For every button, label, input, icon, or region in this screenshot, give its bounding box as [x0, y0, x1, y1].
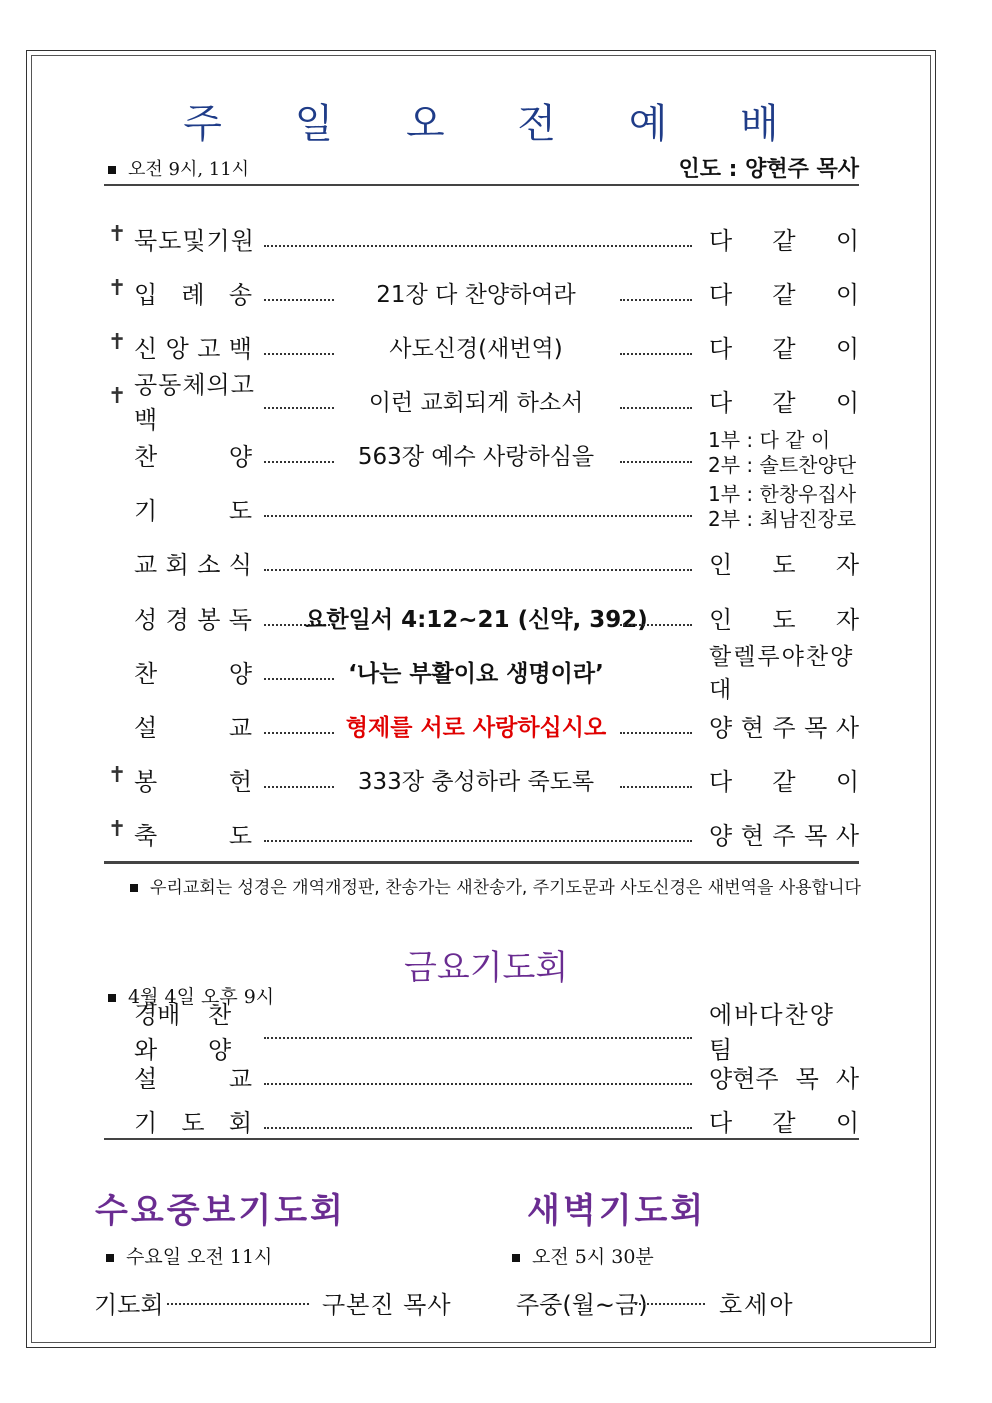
friday-row: [104, 1100, 859, 1140]
divider: [104, 861, 859, 864]
leader-dots: [264, 245, 692, 247]
order-label: 입 례 송: [134, 280, 252, 309]
leader-dots: [264, 299, 334, 301]
leader-dots: [264, 515, 692, 517]
page-title: 주 일 오 전 예 배: [183, 101, 809, 147]
square-bullet-icon: [512, 1254, 520, 1262]
leader-dots: [620, 786, 692, 788]
order-leader-line: 1부 : 다 같 이: [708, 428, 831, 452]
divider: [104, 1138, 859, 1140]
order-leader: [708, 482, 860, 532]
friday-leader: 에바다찬양팀: [709, 1001, 835, 1064]
friday-leader: 다 같 이: [709, 1108, 859, 1137]
order-label: 축 도: [134, 821, 252, 850]
order-label: 신 앙 고 백: [134, 334, 252, 363]
wednesday-leader: 구본진 목사: [322, 1291, 452, 1319]
order-row: [104, 542, 859, 582]
leader-dots: [620, 407, 692, 409]
order-row: [104, 428, 859, 477]
cross-icon: ✝: [108, 384, 127, 409]
order-leader: 다 같 이: [709, 334, 859, 363]
square-bullet-icon: [108, 166, 116, 174]
order-row: [104, 482, 859, 531]
order-row: [104, 597, 859, 637]
leader-dots: [620, 353, 692, 355]
order-leader: 양 현 주 목 사: [709, 713, 859, 742]
dawn-title: 새벽기도회: [527, 1191, 707, 1231]
order-row: [104, 813, 859, 853]
leader-dots: [620, 732, 692, 734]
order-row: [104, 326, 859, 366]
order-row: [104, 644, 859, 703]
cross-icon: ✝: [108, 276, 127, 301]
leader-dots: [620, 299, 692, 301]
friday-label: 설 교: [134, 1064, 252, 1093]
friday-row: [104, 1056, 859, 1096]
order-label: 교 회 소 식: [134, 550, 252, 579]
order-leader: 다 같 이: [709, 280, 859, 309]
wednesday-label: 기도회: [94, 1291, 164, 1319]
leader-dots: [264, 1083, 692, 1085]
leader-dots: [167, 1303, 309, 1305]
order-content: 563장 예수 사랑하심을: [357, 443, 595, 470]
friday-time: 4월 4일 오후 9시: [108, 982, 274, 1009]
friday-title: 금요기도회: [404, 948, 569, 988]
service-time: 오전 9시, 11시: [108, 155, 249, 181]
order-content: 이런 교회되게 하소서: [368, 389, 584, 416]
order-leader: 양 현 주 목 사: [709, 821, 859, 850]
square-bullet-icon: [106, 1254, 114, 1262]
leader-dots: [635, 1303, 705, 1305]
leader-dots: [620, 461, 692, 463]
order-leader: 다 같 이: [709, 388, 859, 417]
leader-dots: [264, 1127, 692, 1129]
order-content: 요한일서 4:12~21 (신약, 392): [304, 606, 648, 633]
order-label: 기 도: [134, 496, 252, 525]
leader-dots: [264, 407, 334, 409]
cross-icon: ✝: [108, 817, 127, 842]
friday-label: 기 도 회: [134, 1108, 252, 1137]
order-leader: [708, 428, 860, 478]
cross-icon: ✝: [108, 763, 127, 788]
usage-note: 우리교회는 성경은 개역개정판, 찬송가는 새찬송가, 주기도문과 사도신경은 새번역을 사용합니다: [130, 873, 861, 898]
dawn-leader: 호세아: [719, 1291, 795, 1319]
square-bullet-icon: [130, 884, 138, 892]
order-leader: 다 같 이: [709, 226, 859, 255]
square-bullet-icon: [108, 994, 116, 1002]
order-label: 봉 헌: [134, 767, 252, 796]
cross-icon: ✝: [108, 330, 127, 355]
leader-dots: [264, 786, 334, 788]
order-leader: 다 같 이: [709, 767, 859, 796]
order-leader-line: 2부 : 최남진장로: [708, 507, 857, 531]
order-content: ‘나는 부활이요 생명이라’: [348, 660, 604, 687]
leader-dots: [264, 461, 334, 463]
order-row: [104, 705, 859, 745]
order-label: 공동체의고백: [134, 371, 255, 434]
friday-label: 경배와 찬양: [134, 1001, 232, 1064]
order-content: 21장 다 찬양하여라: [376, 281, 576, 308]
divider: [104, 184, 859, 186]
friday-leader: 양현주 목 사: [709, 1064, 859, 1093]
dawn-time: 오전 5시 30분: [512, 1242, 654, 1269]
order-leader: 인 도 자: [709, 605, 859, 634]
order-leader: 할렐루야찬양대: [709, 644, 855, 703]
leader-dots: [264, 732, 334, 734]
order-label: 성 경 봉 독: [134, 605, 252, 634]
order-label: 찬 양: [134, 442, 252, 471]
friday-row: [104, 1001, 859, 1064]
order-label: 설 교: [134, 713, 252, 742]
leader-dots: [264, 569, 692, 571]
order-content: 형제를 서로 사랑하십시오: [345, 714, 607, 741]
order-row: [104, 272, 859, 312]
wednesday-title: 수요중보기도회: [95, 1191, 346, 1231]
order-label: 묵도및기원: [134, 226, 255, 255]
service-leader: 인도 : 양현주 목사: [678, 157, 859, 182]
order-row: [104, 371, 859, 434]
order-row: [104, 759, 859, 799]
order-leader: 인 도 자: [709, 550, 859, 579]
order-row: [104, 218, 859, 258]
order-label: 찬 양: [134, 659, 252, 688]
dawn-label: 주중(월~금): [516, 1291, 648, 1319]
leader-dots: [264, 1037, 692, 1039]
leader-dots: [264, 678, 334, 680]
wednesday-time: 수요일 오전 11시: [106, 1242, 272, 1269]
order-content: 사도신경(새번역): [389, 335, 563, 362]
order-content: 333장 충성하라 죽도록: [357, 768, 595, 795]
order-leader-line: 1부 : 한창우집사: [708, 482, 857, 506]
leader-dots: [264, 840, 692, 842]
cross-icon: ✝: [108, 222, 127, 247]
leader-dots: [264, 353, 334, 355]
order-leader-line: 2부 : 솔트찬양단: [708, 453, 857, 477]
leader-dots: [620, 624, 692, 626]
